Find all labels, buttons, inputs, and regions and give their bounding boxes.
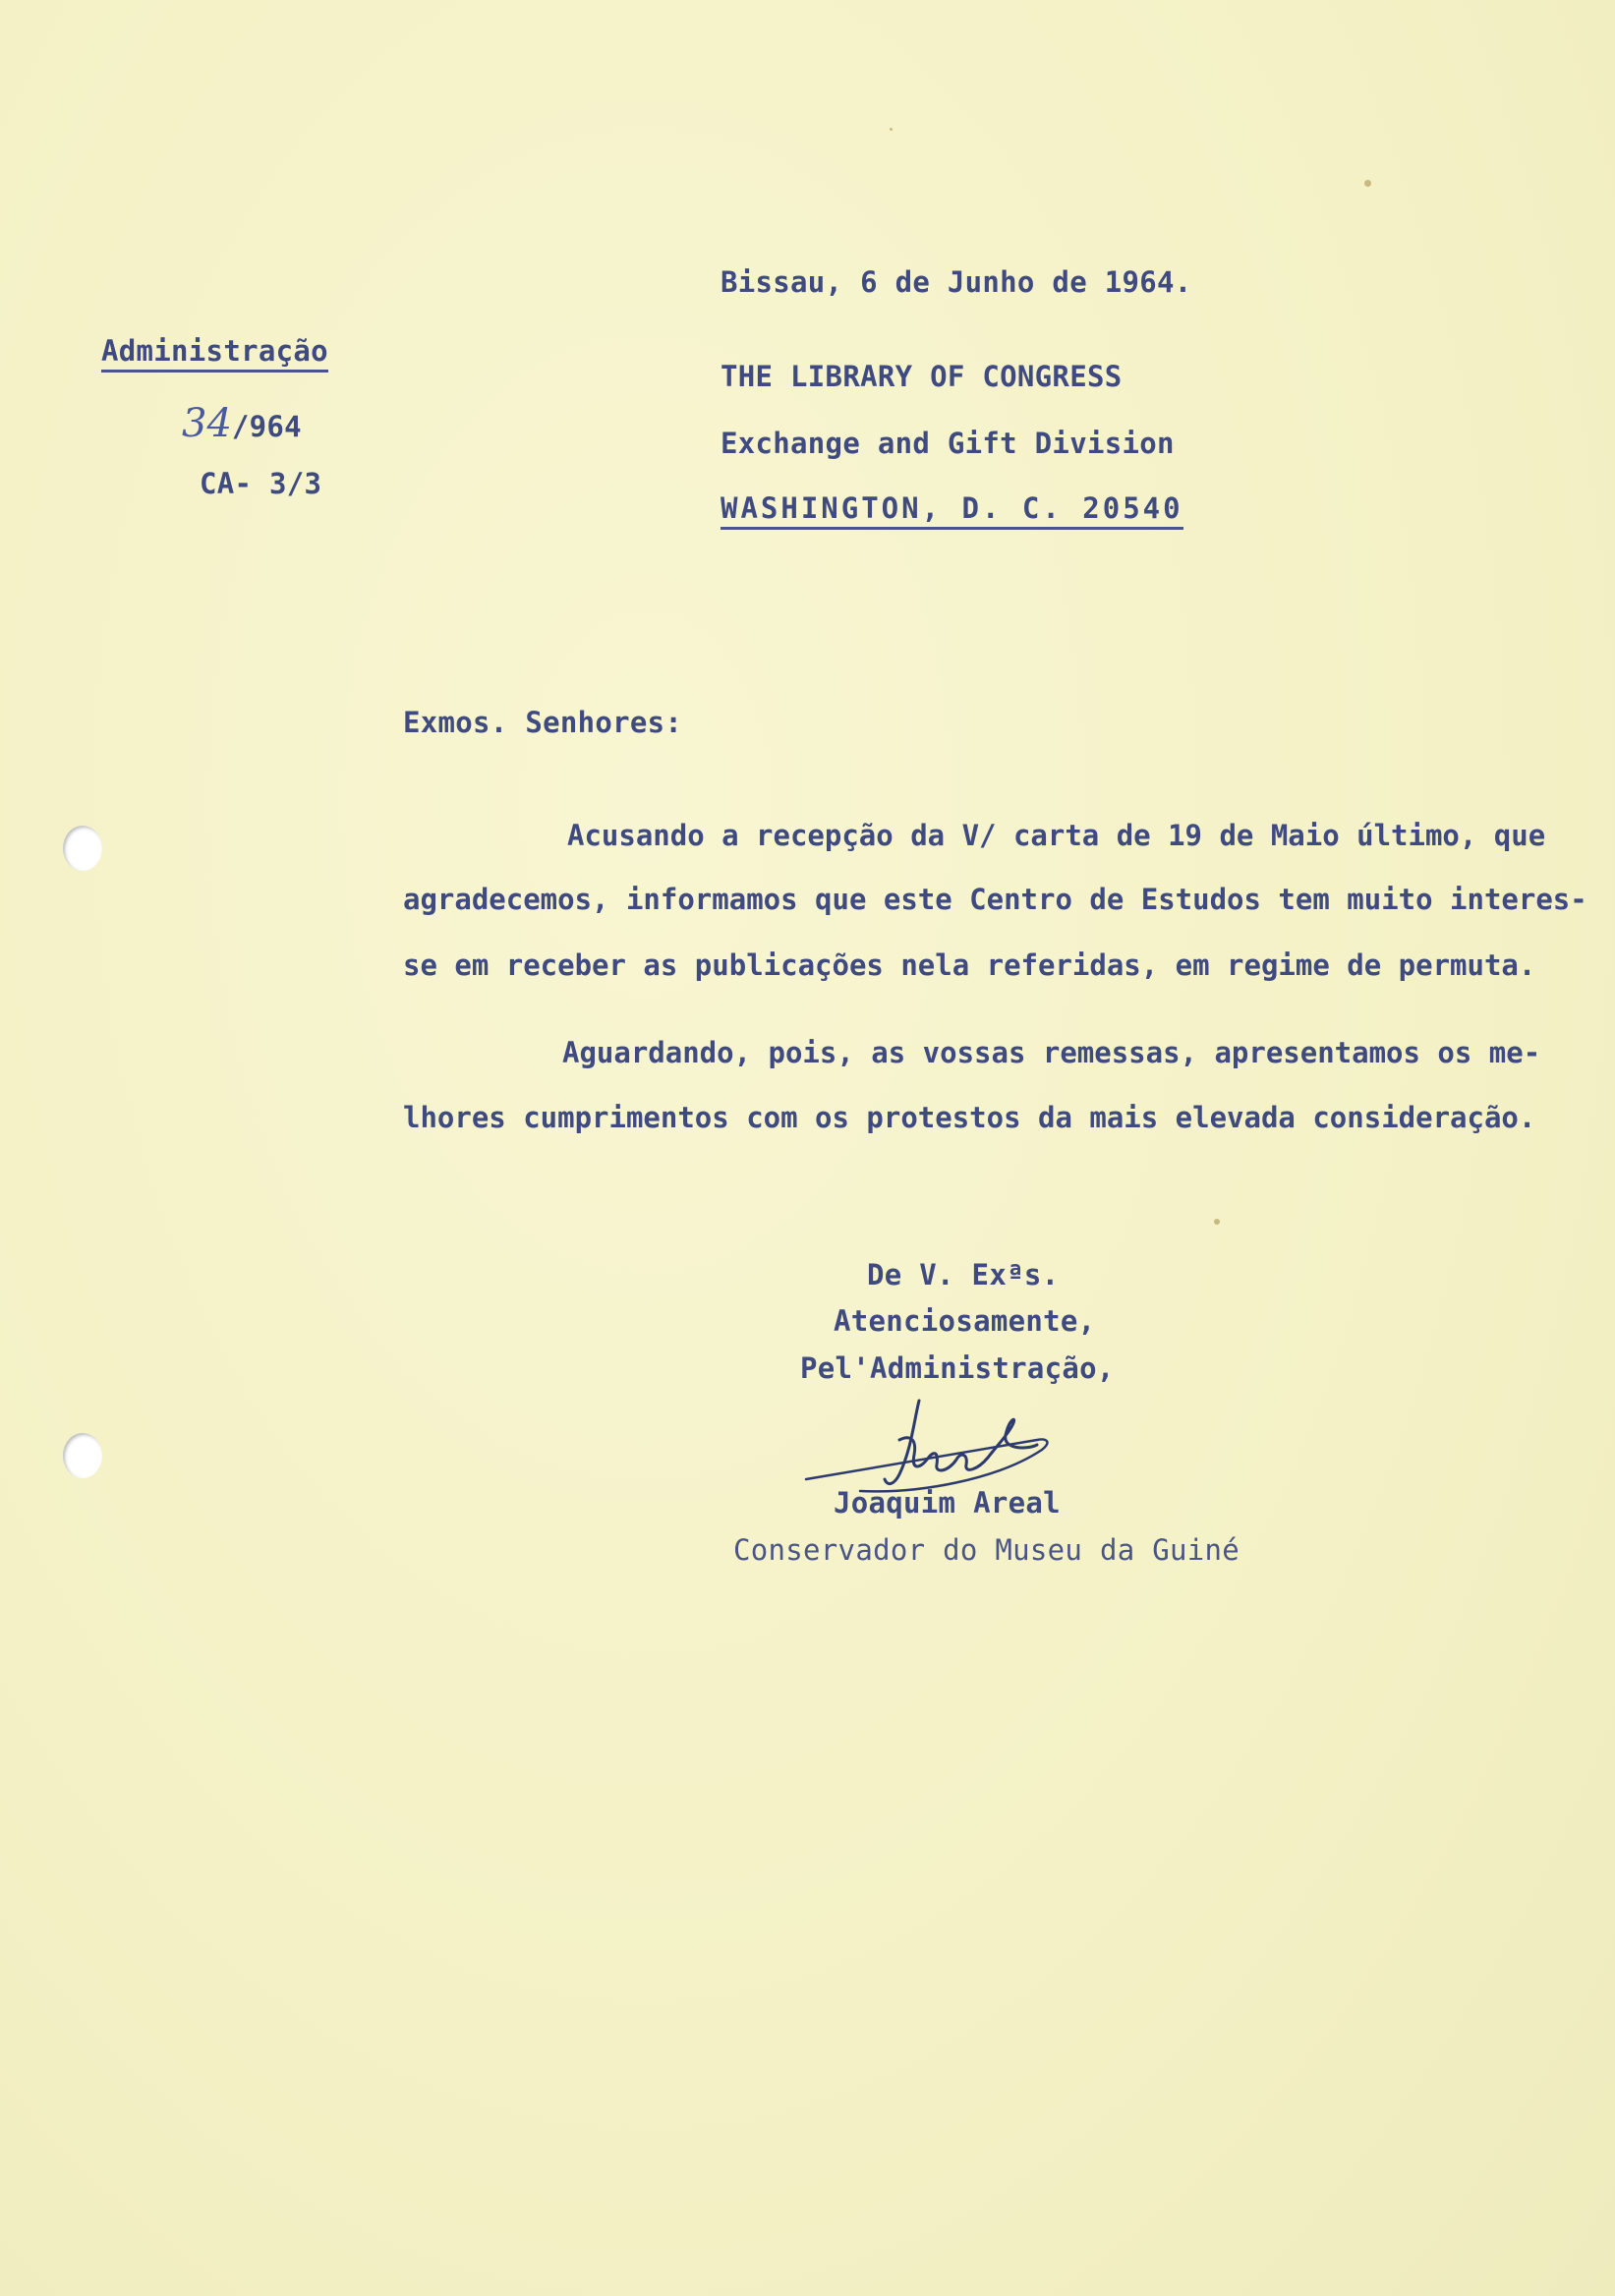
paper-speck [1364,180,1371,187]
body-p2-line-2: lhores cumprimentos com os protestos da mais elevada consideração. [403,1101,1536,1134]
punch-hole-bottom [63,1433,102,1478]
signatory-title: Conservador do Museu da Guiné [733,1533,1240,1567]
closing-line-2: Atenciosamente, [834,1304,1096,1338]
body-p1-line-3: se em receber as publicações nela referidas, em regime de permuta. [403,948,1536,982]
paper-speck [1214,1219,1220,1225]
body-p1-line-1: Acusando a recepção da V/ carta de 19 de Maio último, que [567,819,1546,852]
reference-code: CA- 3/3 [200,467,322,500]
closing-line-3: Pel'Administração, [800,1351,1115,1385]
body-p1-line-2: agradecemos, informamos que este Centro de Estudos tem muito interes- [403,883,1587,916]
recipient-line-2: Exchange and Gift Division [721,427,1175,460]
salutation: Exmos. Senhores: [403,706,683,739]
reference-office: Administração [101,334,328,373]
reference-number-handwritten: 34 [182,401,232,446]
closing-line-1: De V. Exªs. [867,1258,1060,1292]
signatory-name: Joaquim Areal [834,1486,1061,1520]
reference-number-typed: /964 [231,410,302,443]
recipient-line-1: THE LIBRARY OF CONGRESS [721,360,1123,393]
recipient-line-3: WASHINGTON, D. C. 20540 [721,491,1183,530]
paper-speck [890,128,893,131]
body-p2-line-1: Aguardando, pois, as vossas remessas, apresentamos os me- [562,1036,1541,1069]
punch-hole-top [63,826,102,871]
reference-number [182,401,302,446]
letter-date: Bissau, 6 de Junho de 1964. [721,265,1192,299]
